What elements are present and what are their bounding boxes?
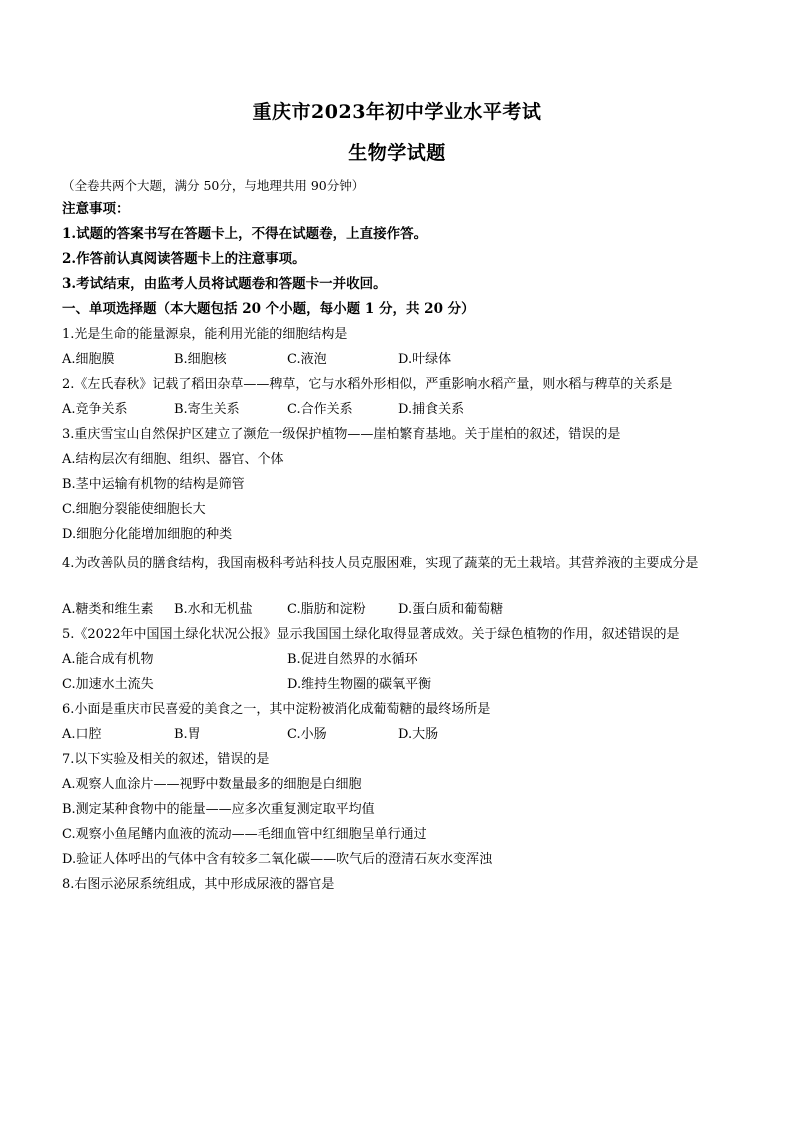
option: B.测定某种食物中的能量——应多次重复测定取平均值 [62,802,375,817]
option: D.验证人体呼出的气体中含有较多二氧化碳——吹气后的澄清石灰水变浑浊 [62,852,493,867]
question-stem: 1.光是生命的能量源泉，能利用光能的细胞结构是 [62,327,348,342]
option: A.结构层次有细胞、组织、器官、个体 [62,452,284,467]
notice-item: 1.试题的答案书写在答题卡上，不得在试题卷，上直接作答。 [62,226,428,242]
notice-item: 2.作答前认真阅读答题卡上的注意事项。 [62,251,306,267]
section-heading: 一、单项选择题（本大题包括 20 个小题，每小题 1 分，共 20 分） [62,301,475,317]
option: D.蛋白质和葡萄糖 [398,602,504,617]
question-stem: 2.《左氏春秋》记载了稻田杂草——稗草，它与水稻外形相似，严重影响水稻产量，则水稻与稗草的关系是 [62,377,673,392]
exam-title: 重庆市2023年初中学业水平考试 [252,101,542,123]
notices-heading: 注意事项： [62,201,130,217]
question-stem: 7.以下实验及相关的叙述，错误的是 [62,752,270,767]
option: A.能合成有机物 [62,652,154,667]
option: D.细胞分化能增加细胞的种类 [62,527,233,542]
option: D.大肠 [398,727,439,742]
option: B.茎中运输有机物的结构是筛管 [62,477,245,492]
option: A.细胞膜 [62,352,115,367]
exam-note: （全卷共两个大题，满分 50分，与地理共用 90分钟） [62,178,365,193]
option: C.细胞分裂能使细胞长大 [62,502,206,517]
option: D.叶绿体 [398,352,452,367]
question-stem: 5.《2022年中国国土绿化状况公报》显示我国国土绿化取得显著成效。关于绿色植物的作用，叙述错误的是 [62,627,680,642]
option: C.合作关系 [287,402,353,417]
option: A.口腔 [62,727,102,742]
question-stem: 6.小面是重庆市民喜爱的美食之一，其中淀粉被消化成葡萄糖的最终场所是 [62,702,491,717]
option: B.寄生关系 [174,402,240,417]
option: A.竞争关系 [62,402,128,417]
option: A.糖类和维生素 [62,602,154,617]
option: C.加速水土流失 [62,677,154,692]
option: C.液泡 [287,352,327,367]
option: B.促进自然界的水循环 [287,652,418,667]
option: A.观察人血涂片——视野中数量最多的细胞是白细胞 [62,777,362,792]
option: C.观察小鱼尾鳍内血液的流动——毛细血管中红细胞呈单行通过 [62,827,427,842]
question-stem: 3.重庆雪宝山自然保护区建立了濒危一级保护植物——崖柏繁育基地。关于崖柏的叙述，错误的是 [62,427,621,442]
option: B.胃 [174,727,201,742]
option: C.脂肪和淀粉 [287,602,366,617]
notice-item: 3.考试结束，由监考人员将试题卷和答题卡一并收回。 [62,276,387,292]
option: B.水和无机盐 [174,602,253,617]
option: D.维持生物圈的碳氧平衡 [287,677,432,692]
question-stem: 8.右图示泌尿系统组成，其中形成尿液的器官是 [62,877,335,892]
option: C.小肠 [287,727,327,742]
question-stem: 4.为改善队员的膳食结构，我国南极科考站科技人员克服困难，实现了蔬菜的无土栽培。其营养液的主要成分是 [62,556,699,571]
exam-subtitle: 生物学试题 [348,142,446,164]
option: D.捕食关系 [398,402,465,417]
option: B.细胞核 [174,352,227,367]
